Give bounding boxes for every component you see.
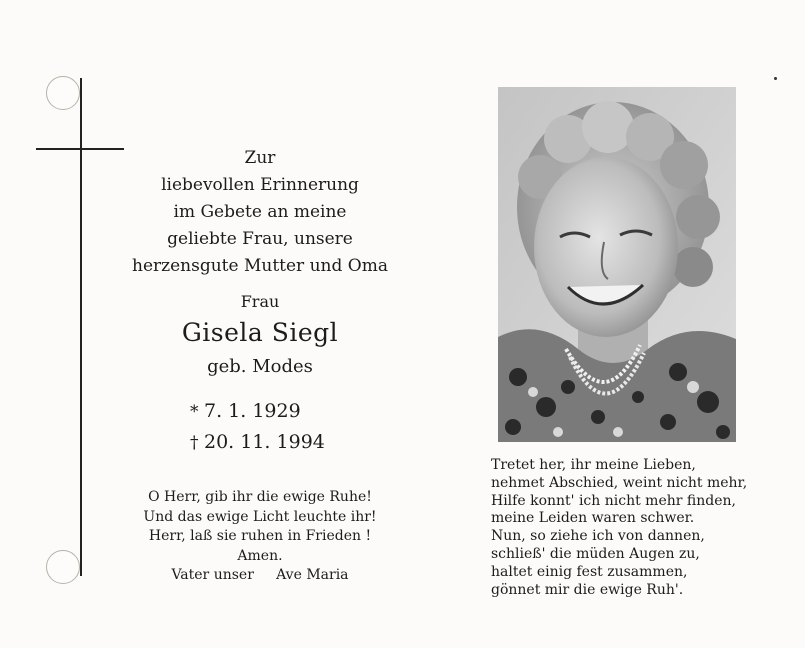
- birth-star-icon: *: [190, 402, 199, 422]
- death-cross-icon: †: [190, 433, 199, 453]
- prayer-line: Amen.: [237, 547, 283, 564]
- dedication-line: Zur: [244, 148, 276, 168]
- death-date: 20. 11. 1994: [204, 431, 325, 453]
- cross-icon-vertical: [80, 78, 82, 576]
- poem-line: Tretet her, ihr meine Lieben,: [491, 457, 696, 473]
- dedication-line: liebevollen Erinnerung: [161, 175, 359, 195]
- punch-hole-top: [46, 76, 80, 110]
- poem-line: nehmet Abschied, weint nicht mehr,: [491, 474, 748, 491]
- punch-hole-bottom: [46, 550, 80, 584]
- deceased-name: Gisela Siegl: [181, 318, 339, 347]
- life-dates: [190, 396, 390, 458]
- farewell-poem: [491, 457, 791, 599]
- prayer-line: O Herr, gib ihr die ewige Ruhe!: [148, 489, 372, 505]
- dedication-line: im Gebete an meine: [173, 202, 347, 222]
- death-date-row: [190, 427, 390, 458]
- poem-line: Hilfe konnt' ich nicht mehr finden,: [491, 492, 736, 509]
- dedication-text: [110, 145, 410, 280]
- dedication-line: geliebte Frau, unsere: [167, 229, 353, 249]
- prayer-line: Herr, laß sie ruhen in Frieden !: [148, 528, 372, 544]
- poem-line: schließ' die müden Augen zu,: [491, 545, 700, 562]
- birth-date-row: [190, 396, 390, 427]
- dedication-line: herzensgute Mutter und Oma: [132, 256, 388, 276]
- poem-line: Nun, so ziehe ich von dannen,: [491, 528, 705, 545]
- poem-line: meine Leiden waren schwer.: [491, 510, 695, 527]
- birth-name: geb. Modes: [207, 356, 313, 377]
- poem-line: haltet einig fest zusammen,: [491, 563, 688, 580]
- prayer-text: [110, 488, 410, 586]
- prayer-line: Und das ewige Licht leuchte ihr!: [143, 508, 377, 525]
- print-speck: [774, 77, 777, 80]
- portrait-image: [498, 87, 736, 442]
- birth-date: 7. 1. 1929: [204, 400, 301, 422]
- poem-line: gönnet mir die ewige Ruh'.: [491, 581, 684, 598]
- salutation: Frau: [240, 292, 280, 311]
- prayer-line: Vater unser Ave Maria: [171, 567, 349, 583]
- portrait-photo: [498, 87, 736, 442]
